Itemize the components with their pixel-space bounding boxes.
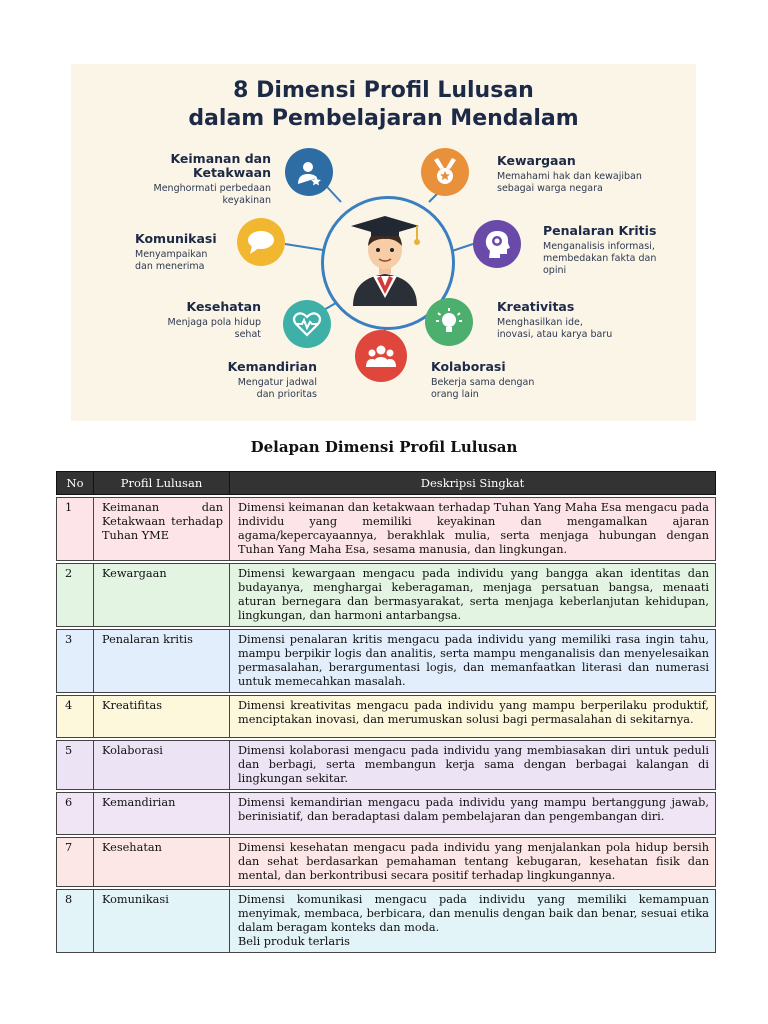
dimension-name: Kesehatan xyxy=(186,299,261,314)
row-no: 6 xyxy=(57,793,94,835)
dimension-kemandirian xyxy=(201,360,317,401)
row-no: 1 xyxy=(57,498,94,561)
row-no: 5 xyxy=(57,741,94,790)
table-row xyxy=(57,696,716,738)
promo-link[interactable]: Beli produk terlaris xyxy=(238,935,350,948)
row-name: Komunikasi xyxy=(94,890,230,953)
dimension-name: Kewargaan xyxy=(497,153,576,168)
row-name: Kolaborasi xyxy=(94,741,230,790)
row-desc xyxy=(230,890,716,953)
dimension-desc: Menganalisis informasi, membedakan fakta dan opini xyxy=(543,241,657,276)
row-name: Kemandirian xyxy=(94,793,230,835)
header-profil: Profil Lulusan xyxy=(94,472,230,495)
row-desc: Dimensi kolaborasi mengacu pada individu yang membiasakan diri untuk peduli dan berbagi, serta membangun kerja sama dengan berbagai kalangan di lingkungan sekitar. xyxy=(230,741,716,790)
dimension-name: Kreativitas xyxy=(497,299,575,314)
dimension-kreativitas xyxy=(497,300,677,341)
table-header-row xyxy=(57,472,716,495)
dimension-name: Ketakwaan xyxy=(193,165,271,180)
table-row xyxy=(57,498,716,561)
row-name: Kewargaan xyxy=(94,564,230,627)
dimension-name: Keimanan dan xyxy=(170,151,271,166)
infographic-subtitle: dalam Pembelajaran Mendalam xyxy=(188,106,579,131)
row-no: 8 xyxy=(57,890,94,953)
people-icon xyxy=(355,330,407,382)
row-desc: Dimensi kesehatan mengacu pada individu yang menjalankan pola hidup bersih dan sehat berdasarkan pemahaman tentang kebugaran, kesehatan fisik dan mental, dan berkontribusi secara positif terhadap lingkungannya. xyxy=(230,838,716,887)
figure-caption: Delapan Dimensi Profil Lulusan xyxy=(250,438,518,456)
dimension-desc: Mengatur jadwal dan prioritas xyxy=(237,377,317,400)
table-row xyxy=(57,741,716,790)
infographic xyxy=(71,64,696,421)
dimension-desc: Bekerja sama dengan orang lain xyxy=(431,377,535,400)
dimension-komunikasi xyxy=(135,232,245,273)
table-row xyxy=(57,793,716,835)
row-desc: Dimensi kemandirian mengacu pada individu yang mampu bertanggung jawab, berinisiatif, dan beradaptasi dalam pembelajaran dan pengembangan diri. xyxy=(230,793,716,835)
row-name: Kesehatan xyxy=(94,838,230,887)
row-name: Kreatifitas xyxy=(94,696,230,738)
dimension-desc: Menghasilkan ide, inovasi, atau karya baru xyxy=(497,317,613,340)
header-no: No xyxy=(57,472,94,495)
person-star-icon xyxy=(285,148,333,196)
table-row xyxy=(57,890,716,953)
row-no: 2 xyxy=(57,564,94,627)
row-desc-text: Dimensi komunikasi mengacu pada individu yang memiliki kemampuan menyimak, membaca, berbicara, dan menulis dengan baik dan benar, sesuai etika dalam beragam konteks dan moda. xyxy=(238,893,709,934)
table-row xyxy=(57,564,716,627)
dimension-name: Kolaborasi xyxy=(431,359,506,374)
dimension-kesehatan xyxy=(141,300,261,341)
head-brain-icon xyxy=(473,220,521,268)
dimension-keimanan xyxy=(141,152,271,207)
row-desc: Dimensi kreativitas mengacu pada individu yang mampu berperilaku produktif, menciptakan inovasi, dan merumuskan solusi bagi permasalahan di sekitarnya. xyxy=(230,696,716,738)
row-no: 4 xyxy=(57,696,94,738)
dimension-desc: Menyampaikan dan menerima xyxy=(135,249,208,272)
row-name: Keimanan dan Ketakwaan terhadap Tuhan YME xyxy=(94,498,230,561)
table-row xyxy=(57,838,716,887)
infographic-title: 8 Dimensi Profil Lulusan xyxy=(233,78,534,103)
row-no: 7 xyxy=(57,838,94,887)
dimension-name: Kemandirian xyxy=(227,359,317,374)
dimension-desc: Menjaga pola hidup sehat xyxy=(167,317,261,340)
row-name: Penalaran kritis xyxy=(94,630,230,693)
table-row xyxy=(57,630,716,693)
dimension-desc: Menghormati perbedaan keyakinan xyxy=(153,183,271,206)
row-desc: Dimensi penalaran kritis mengacu pada individu yang memiliki rasa ingin tahu, mampu berpikir logis dan analitis, serta mampu menganalisis dan menyelesaikan permasalahan, berargumentasi logis, dan memanfaatkan literasi dan numerasi untuk memecahkan masalah. xyxy=(230,630,716,693)
medal-icon xyxy=(421,148,469,196)
row-desc: Dimensi keimanan dan ketakwaan terhadap Tuhan Yang Maha Esa mengacu pada individu yang memiliki keyakinan dan mengamalkan ajaran agama/kepercayaannya, berakhlak mulia, serta menjaga hubungan dengan Tuhan Yang Maha Esa, sesama manusia, dan lingkungan. xyxy=(230,498,716,561)
lightbulb-icon xyxy=(425,298,473,346)
dimension-name: Komunikasi xyxy=(135,231,217,246)
graduate-illustration xyxy=(333,202,437,306)
dimension-penalaran-kritis xyxy=(543,224,683,277)
dimension-kolaborasi xyxy=(431,360,571,401)
profil-table xyxy=(56,471,716,953)
dimension-name: Penalaran Kritis xyxy=(543,223,657,238)
dimension-desc: Memahami hak dan kewajiban sebagai warga negara xyxy=(497,171,642,194)
speech-bubble-icon xyxy=(237,218,285,266)
row-no: 3 xyxy=(57,630,94,693)
row-desc: Dimensi kewargaan mengacu pada individu yang bangga akan identitas dan budayanya, menghargai keberagaman, menjaga persatuan bangsa, menaati aturan bernegara dan bermasyarakat, serta menjaga keberlanjutan kehidupan, lingkungan, dan harmoni antarbangsa. xyxy=(230,564,716,627)
dimension-kewargaan xyxy=(497,154,677,195)
header-desc: Deskripsi Singkat xyxy=(230,472,716,495)
heart-pulse-icon xyxy=(283,300,331,348)
